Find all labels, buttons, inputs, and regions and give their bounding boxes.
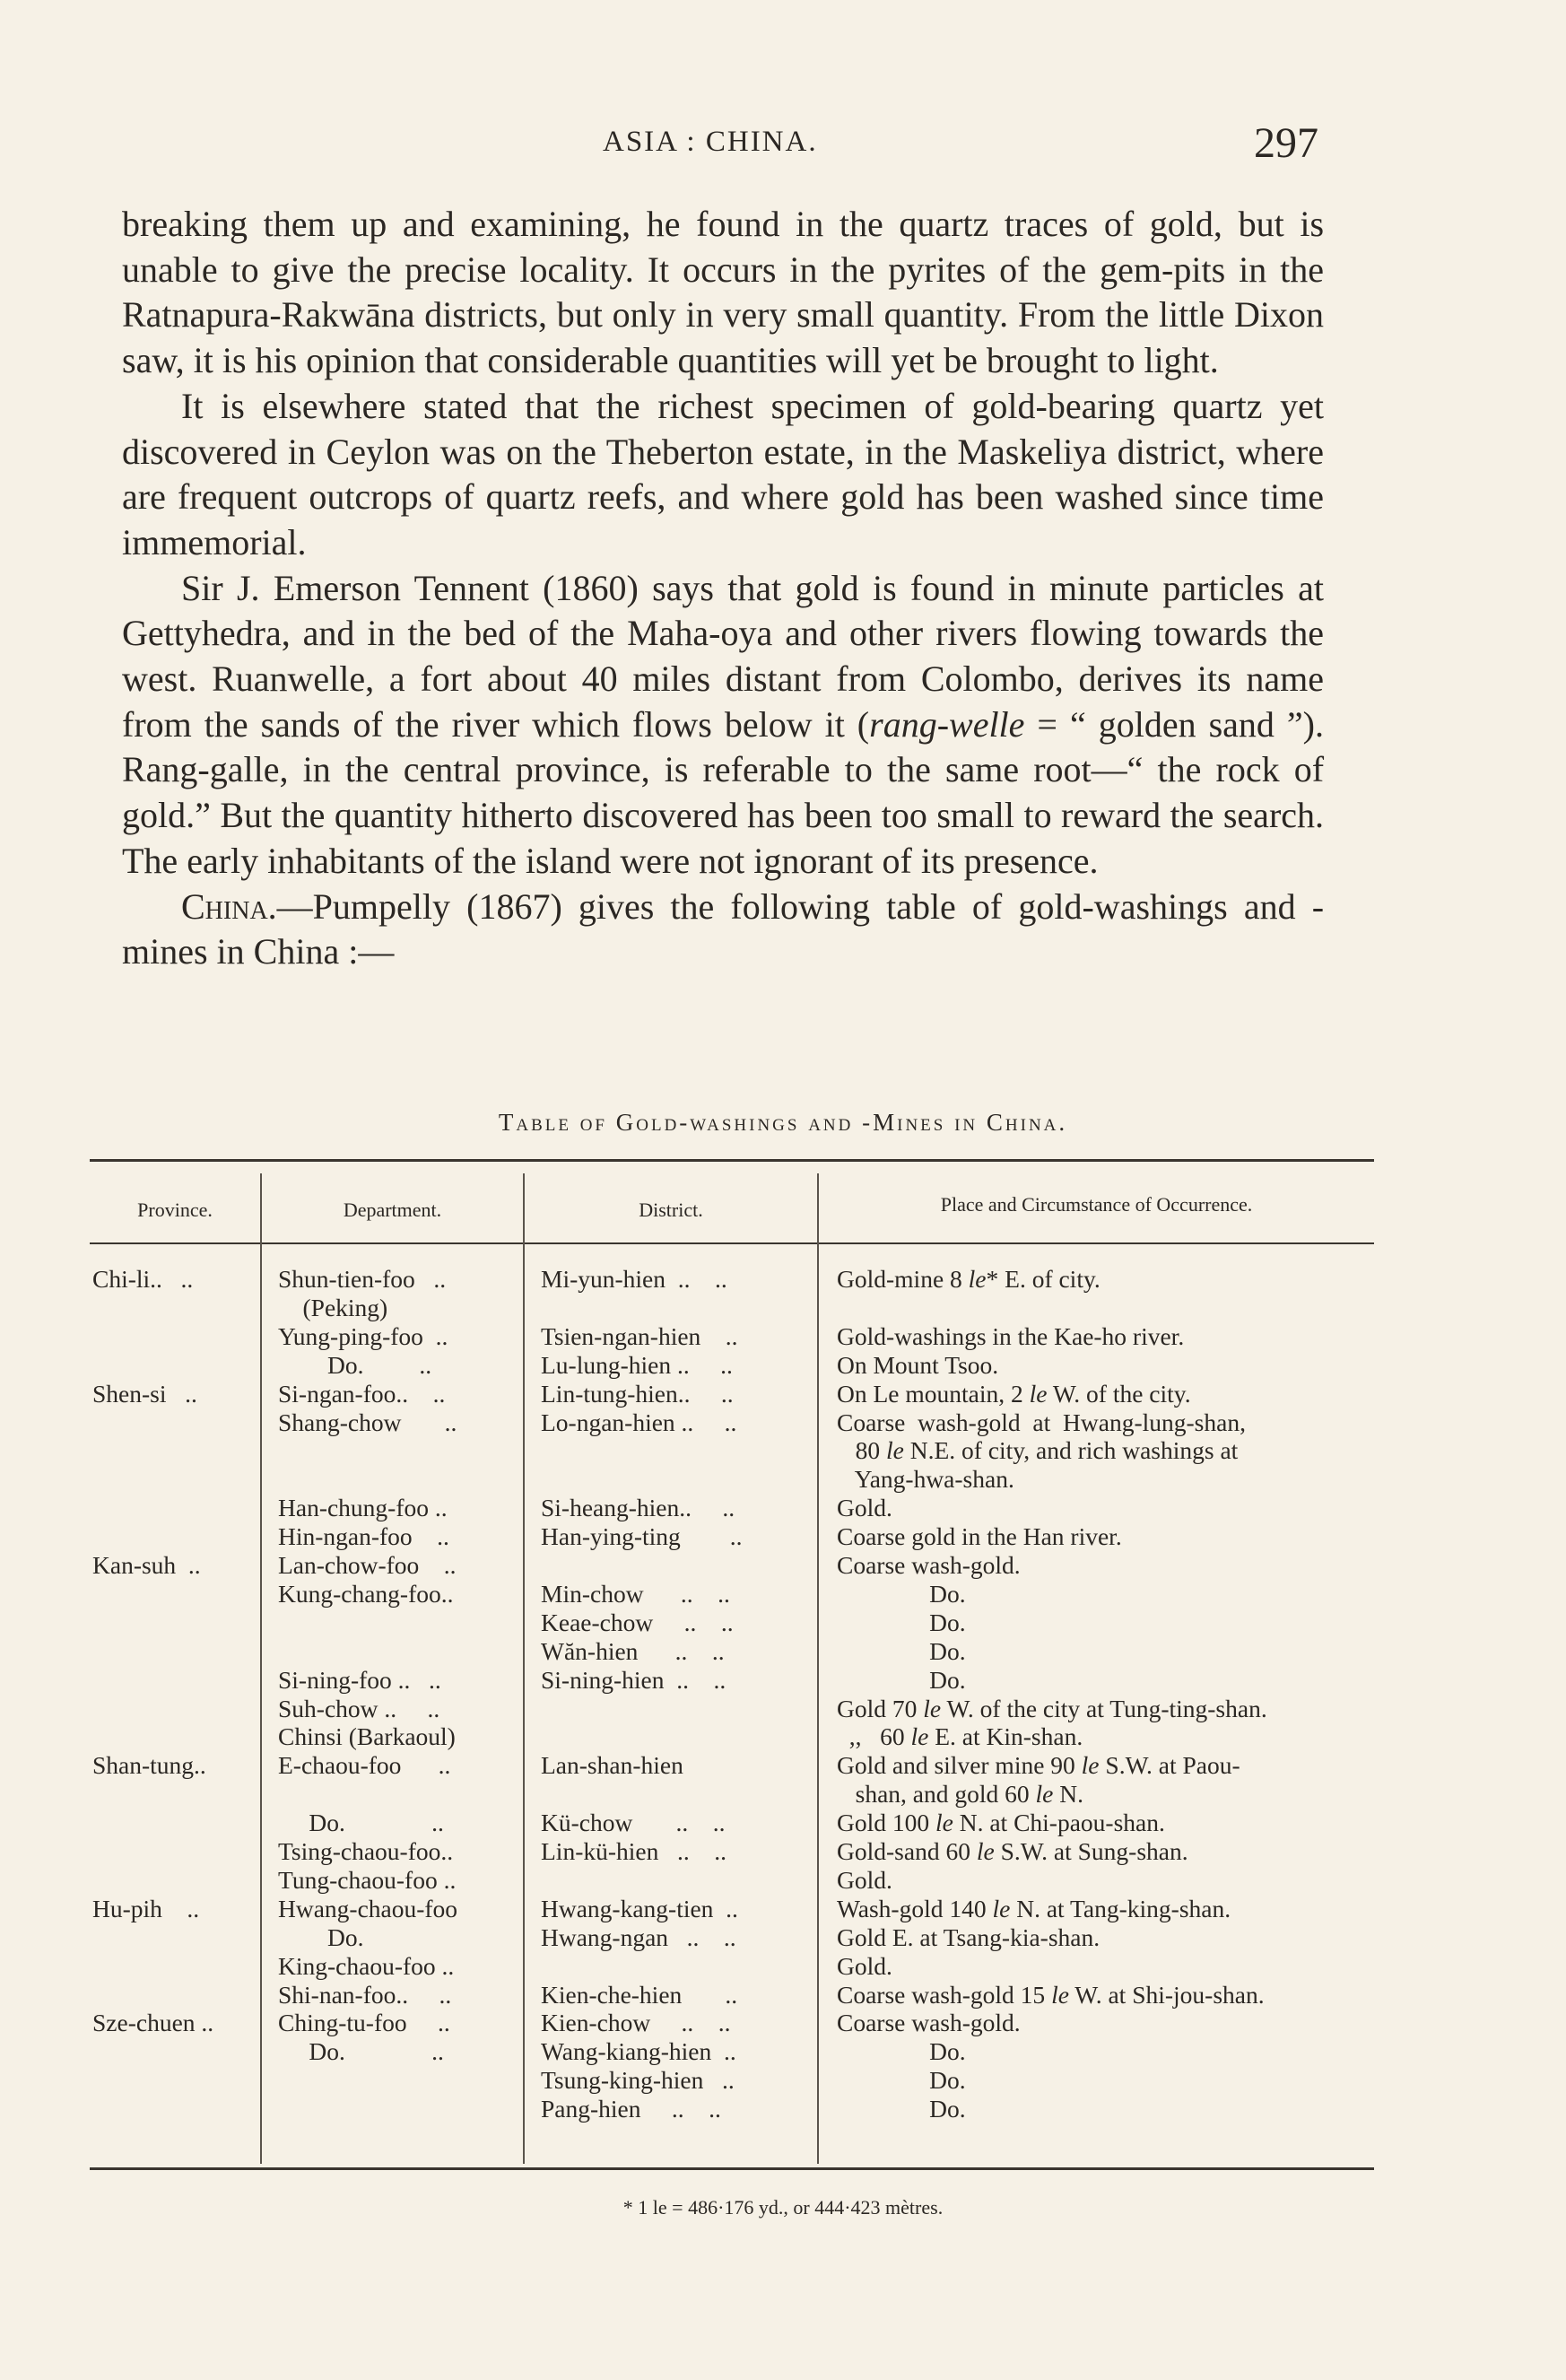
place-cell: Do. — [837, 1636, 966, 1665]
district-cell: Tsung-king-hien .. — [541, 2066, 735, 2095]
body-line: gem-pits in the Ratnapura-Rakwāna districts, but only in very small — [122, 248, 1324, 336]
page-number: 297 — [1254, 119, 1318, 167]
district-cell: Keae-chow .. .. — [541, 1608, 734, 1636]
district-cell: Lin-kü-hien .. .. — [541, 1837, 726, 1865]
district-cell: Hwang-kang-tien .. — [541, 1894, 738, 1922]
department-cell: Chinsi (Barkaoul) — [278, 1722, 456, 1751]
district-cell: Lan-shan-hien — [541, 1751, 683, 1780]
place-cell: Gold-mine 8 le* E. of city. — [837, 1265, 1101, 1293]
department-cell: King-chaou-foo .. — [278, 1951, 455, 1980]
paragraph-3 — [122, 566, 1324, 885]
department-cell: Shi-nan-foo.. .. — [278, 1980, 452, 2009]
body-line: Sir J. Emerson Tennent (1860) says that gold is found in minute — [181, 567, 1150, 608]
body-line: quantity hitherto discovered has been too small to reward the search. — [334, 795, 1325, 836]
header-place: Place and Circumstance of Occurrence. — [940, 1193, 1253, 1216]
place-cell: Coarse wash-gold at Hwang-lung-shan, — [837, 1408, 1246, 1436]
place-cell: Coarse wash-gold 15 le W. at Shi-jou-shan. — [837, 1980, 1265, 2009]
table-top-rule — [90, 1159, 1374, 1162]
place-cell: On Mount Tsoo. — [837, 1350, 999, 1379]
department-cell: Do. — [278, 1922, 364, 1951]
department-cell: Shun-tien-foo .. — [278, 1265, 447, 1293]
district-cell: Kien-che-hien .. — [541, 1980, 738, 2009]
department-cell: (Peking) — [278, 1293, 388, 1321]
paragraph-4 — [122, 885, 1324, 975]
place-cell: shan, and gold 60 le N. — [837, 1780, 1083, 1809]
header-title: ASIA : CHINA. — [603, 126, 818, 158]
place-cell: 80 le N.E. of city, and rich washings at — [837, 1436, 1239, 1465]
province-cell: Shan-tung.. — [92, 1751, 206, 1780]
place-cell: Gold. — [837, 1865, 892, 1894]
body-line: province, is referable to the same root—“ the rock of gold.” But the — [122, 749, 1325, 836]
district-cell: Min-chow .. .. — [541, 1579, 730, 1608]
department-cell: E-chaou-foo .. — [278, 1751, 451, 1780]
department-cell: Do. .. — [278, 2037, 444, 2066]
district-cell: Hwang-ngan .. .. — [541, 1922, 736, 1951]
body-line: China.—Pumpelly (1867) gives the following table of gold-washings — [181, 885, 1228, 927]
table-bottom-rule — [90, 2167, 1374, 2170]
department-cell: Hwang-chaou-foo — [278, 1894, 458, 1922]
place-cell: Gold 100 le N. at Chi-paou-shan. — [837, 1809, 1165, 1837]
place-cell: Do. — [837, 1665, 966, 1694]
province-cell: Sze-chuen .. — [92, 2009, 214, 2037]
district-cell: Kü-chow .. .. — [541, 1809, 726, 1837]
department-cell: Do. .. — [278, 1809, 444, 1837]
district-cell: Lin-tung-hien.. .. — [541, 1379, 734, 1408]
district-cell: Si-ning-hien .. .. — [541, 1665, 726, 1694]
district-cell: Wăn-hien .. .. — [541, 1636, 725, 1665]
place-cell: Gold. — [837, 1951, 892, 1980]
district-cell: Mi-yun-hien .. .. — [541, 1265, 727, 1293]
place-cell: Gold-sand 60 le S.W. at Sung-shan. — [837, 1837, 1188, 1865]
province-cell: Shen-si .. — [92, 1379, 197, 1408]
place-cell: Do. — [837, 1608, 966, 1636]
department-cell: Hin-ngan-foo .. — [278, 1522, 449, 1551]
body-line: below it (rang-welle = “ golden sand ”). Rang-galle, in the central — [122, 703, 1324, 790]
province-cell: Kan-suh .. — [92, 1551, 201, 1579]
department-cell: Suh-chow .. .. — [278, 1694, 440, 1722]
paragraph-2 — [122, 384, 1324, 566]
place-cell: Coarse wash-gold. — [837, 2009, 1021, 2037]
department-cell: Tung-chaou-foo .. — [278, 1865, 457, 1894]
place-cell: Coarse wash-gold. — [837, 1551, 1021, 1579]
table-title: Table of Gold-washings and -Mines in China. — [498, 1109, 1068, 1136]
place-cell: Wash-gold 140 le N. at Tang-king-shan. — [837, 1894, 1231, 1922]
place-cell: Do. — [837, 2066, 966, 2095]
body-line: particles at Gettyhedra, and in the bed of the Maha-oya and other — [122, 567, 1324, 654]
header-department: Department. — [343, 1199, 442, 1221]
column-divider-1 — [260, 1173, 262, 2164]
department-cell: Tsing-chaou-foo.. — [278, 1837, 454, 1865]
department-cell: Ching-tu-foo .. — [278, 2009, 450, 2037]
province-cell: Chi-li.. .. — [92, 1265, 194, 1293]
department-cell: Yung-ping-foo .. — [278, 1321, 448, 1350]
body-line: quartz yet discovered in Ceylon was on the Theberton estate, in the — [122, 385, 1325, 472]
department-cell: Lan-chow-foo .. — [278, 1551, 457, 1579]
district-cell: Pang-hien .. .. — [541, 2095, 721, 2123]
department-cell: Kung-chang-foo.. — [278, 1579, 454, 1608]
place-cell: Gold and silver mine 90 le S.W. at Paou- — [837, 1751, 1240, 1780]
place-cell: Do. — [837, 1579, 966, 1608]
district-cell: Han-ying-ting .. — [541, 1522, 743, 1551]
running-header — [0, 119, 1566, 179]
body-line: gold has been washed since time immemorial. — [122, 476, 1325, 562]
column-divider-3 — [817, 1173, 819, 2164]
body-line: quantities will yet be brought to light. — [677, 340, 1219, 381]
body-line: but is unable to give the precise locality. It occurs in the pyrites of the — [122, 204, 1325, 290]
place-cell: ,, 60 le E. at Kin-shan. — [837, 1722, 1083, 1751]
body-text — [122, 202, 1324, 975]
body-line: Maskeliya district, where are frequent outcrops of quartz reefs, and where — [122, 431, 1324, 518]
department-cell: Shang-chow .. — [278, 1408, 457, 1436]
header-district: District. — [639, 1199, 703, 1221]
place-cell: Yang-hwa-shan. — [837, 1465, 1014, 1494]
place-cell: Do. — [837, 2095, 966, 2123]
department-cell: Si-ning-foo .. .. — [278, 1665, 441, 1694]
place-cell: Gold 70 le W. of the city at Tung-ting-shan. — [837, 1694, 1267, 1722]
place-cell: Coarse gold in the Han river. — [837, 1522, 1122, 1551]
province-cell: Hu-pih .. — [92, 1894, 200, 1922]
table-header-rule — [90, 1242, 1374, 1244]
column-divider-2 — [523, 1173, 525, 2164]
district-cell: Kien-chow .. .. — [541, 2009, 731, 2037]
district-cell: Tsien-ngan-hien .. — [541, 1321, 738, 1350]
body-line: The early inhabitants of the island were not ignorant of its presence. — [122, 840, 1099, 881]
paragraph-1 — [122, 202, 1324, 384]
department-cell: Si-ngan-foo.. .. — [278, 1379, 446, 1408]
body-line: breaking them up and examining, he found in the quartz traces of gold, — [122, 204, 1222, 244]
footnote: * 1 le = 486·176 yd., or 444·423 mètres. — [622, 2196, 944, 2219]
district-cell: Lu-lung-hien .. .. — [541, 1350, 733, 1379]
place-cell: Do. — [837, 2037, 966, 2066]
header-province: Province. — [137, 1199, 213, 1221]
place-cell: Gold. — [837, 1494, 892, 1522]
body-line: It is elsewhere stated that the richest specimen of gold-bearing — [181, 385, 1155, 426]
body-line: and -mines in China :— — [122, 885, 1325, 972]
body-line: quantity. From the little Dixon saw, it is his opinion that considerable — [122, 294, 1324, 381]
body-line: rivers flowing towards the west. Ruanwelle, a fort about 40 miles distant — [122, 613, 1325, 700]
place-cell: Gold E. at Tsang-kia-shan. — [837, 1922, 1101, 1951]
district-cell: Si-heang-hien.. .. — [541, 1494, 735, 1522]
district-cell: Lo-ngan-hien .. .. — [541, 1408, 737, 1436]
department-cell: Do. .. — [278, 1350, 432, 1379]
place-cell: Gold-washings in the Kae-ho river. — [837, 1321, 1185, 1350]
department-cell: Han-chung-foo .. — [278, 1494, 448, 1522]
body-line: from Colombo, derives its name from the sands of the river which flows — [122, 658, 1324, 745]
district-cell: Wang-kiang-hien .. — [541, 2037, 736, 2066]
place-cell: On Le mountain, 2 le W. of the city. — [837, 1379, 1191, 1408]
